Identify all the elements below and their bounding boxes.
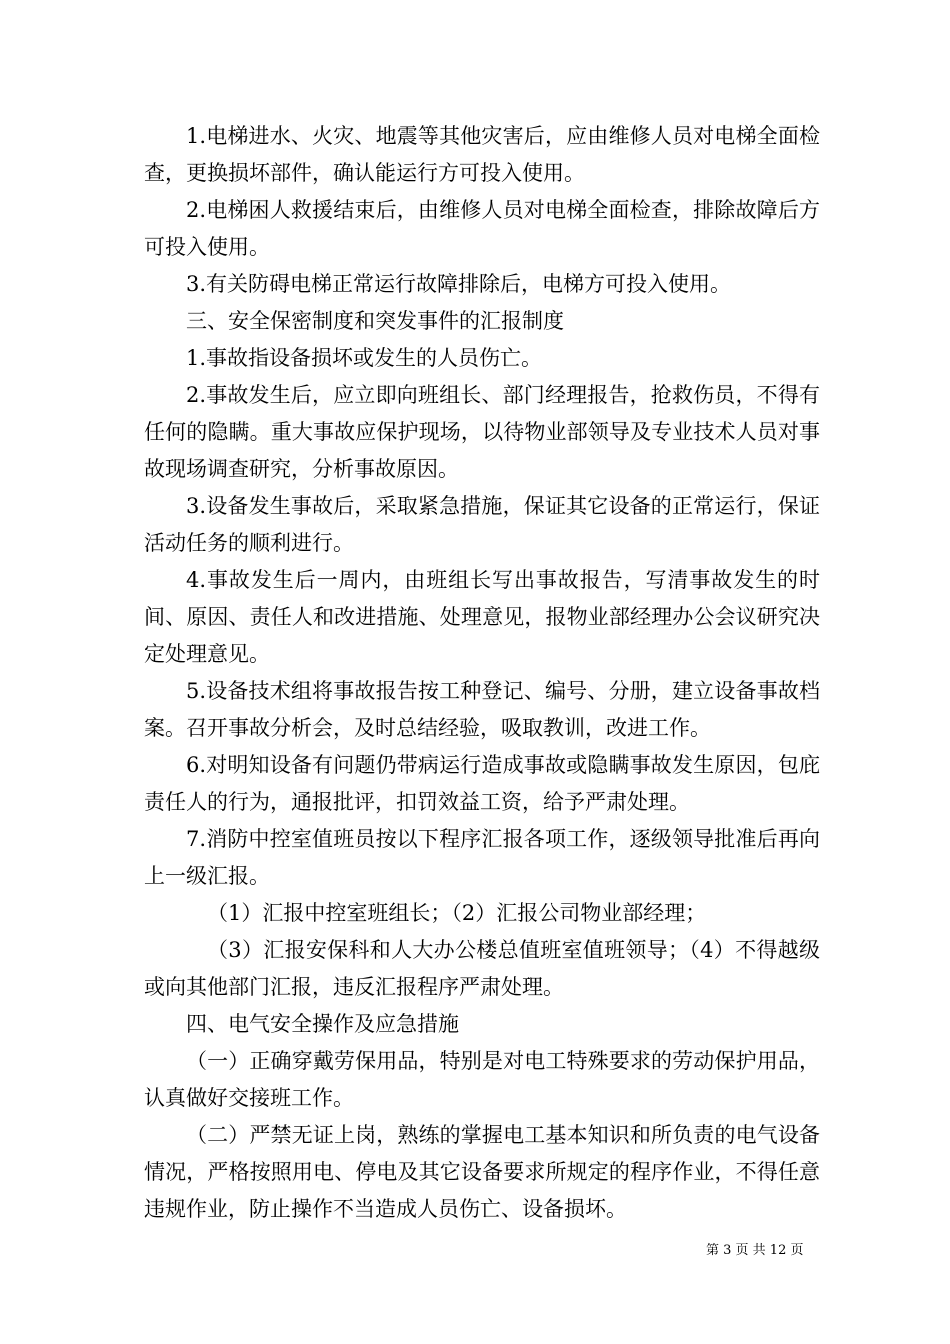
paragraph-accident-archive: 5.设备技术组将事故报告按工种登记、编号、分册，建立设备事故档案。召开事故分析会，及时总结经验，吸取教训，改进工作。 bbox=[144, 679, 820, 740]
page-number-footer: 第 3 页 共 12 页 bbox=[706, 1243, 804, 1258]
paragraph-accident-report-immediately: 2.事故发生后，应立即向班组长、部门经理报告，抢救伤员，不得有任何的隐瞒。重大事故应保护现场，以待物业部领导及专业技术人员对事故现场调查研究，分析事故原因。 bbox=[144, 383, 820, 481]
section-heading-reporting-system: 三、安全保密制度和突发事件的汇报制度 bbox=[186, 309, 564, 333]
paragraph-elevator-rescue-check: 2.电梯困人救援结束后，由维修人员对电梯全面检查，排除故障后方可投入使用。 bbox=[144, 198, 820, 259]
paragraph-control-room-reporting: 7.消防中控室值班员按以下程序汇报各项工作，逐级领导批准后再向上一级汇报。 bbox=[144, 827, 820, 888]
paragraph-emergency-measures: 3.设备发生事故后，采取紧急措施，保证其它设备的正常运行，保证活动任务的顺利进行。 bbox=[144, 494, 820, 555]
paragraph-protective-equipment: （一）正确穿戴劳保用品，特别是对电工特殊要求的劳动保护用品，认真做好交接班工作。 bbox=[144, 1049, 820, 1110]
paragraph-reporting-steps-3-4: （3）汇报安保科和人大办公楼总值班室值班领导；（4）不得越级或向其他部门汇报，违反汇报程序严肃处理。 bbox=[144, 938, 820, 999]
document-body bbox=[144, 118, 820, 1228]
paragraph-accident-definition: 1.事故指设备损坏或发生的人员伤亡。 bbox=[186, 346, 543, 370]
paragraph-concealment-penalty: 6.对明知设备有问题仍带病运行造成事故或隐瞒事故发生原因，包庇责任人的行为，通报批评，扣罚效益工资，给予严肃处理。 bbox=[144, 753, 820, 814]
paragraph-accident-report-within-week: 4.事故发生后一周内，由班组长写出事故报告，写清事故发生的时间、原因、责任人和改进措施、处理意见，报物业部经理办公会议研究决定处理意见。 bbox=[144, 568, 820, 666]
paragraph-elevator-fault-cleared: 3.有关防碍电梯正常运行故障排除后，电梯方可投入使用。 bbox=[186, 272, 732, 296]
paragraph-reporting-steps-1-2: （1）汇报中控室班组长；（2）汇报公司物业部经理； bbox=[207, 901, 707, 925]
paragraph-elevator-disaster-check: 1.电梯进水、火灾、地震等其他灾害后，应由维修人员对电梯全面检查，更换损坏部件，确认能运行方可投入使用。 bbox=[144, 124, 820, 185]
section-heading-electrical-safety: 四、电气安全操作及应急措施 bbox=[186, 1012, 459, 1036]
paragraph-certified-operation: （二）严禁无证上岗，熟练的掌握电工基本知识和所负责的电气设备情况，严格按照用电、停电及其它设备要求所规定的程序作业，不得任意违规作业，防止操作不当造成人员伤亡、设备损坏。 bbox=[144, 1123, 820, 1221]
